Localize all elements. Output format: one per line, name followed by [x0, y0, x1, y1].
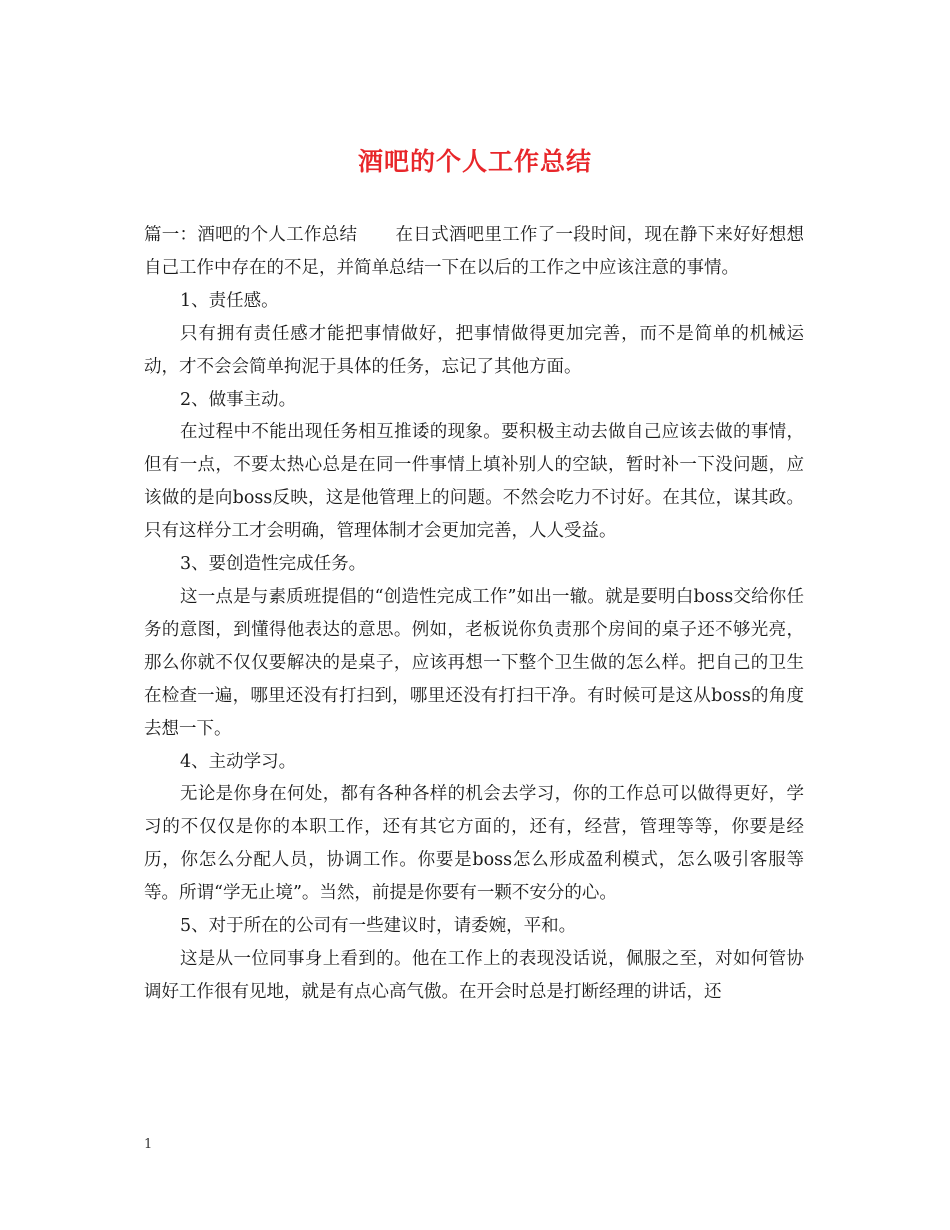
intro-text: 在日式酒吧里工作了一段时间，现在静下来好好想想自己工作中存在的不足，并简单总结一下在以后的工作之中应该注意的事情。	[144, 225, 805, 278]
section-heading-1: 1、责任感。	[180, 290, 279, 311]
document-body	[144, 219, 804, 1009]
intro-paragraph	[144, 219, 804, 285]
section-paragraph-5: 这是从一位同事身上看到的。他在工作上的表现没话说，佩服之至，对如何管协调好工作很有见地，就是有点心高气傲。在开会时总是打断经理的讲话，还	[144, 948, 804, 1002]
section-heading-2: 2、做事主动。	[180, 389, 297, 410]
section-paragraph-2: 在过程中不能出现任务相互推诿的现象。要积极主动去做自己应该去做的事情，但有一点，不要太热心总是在同一件事情上填补别人的空缺，暂时补一下没问题，应该做的是向boss反映，这是他管理上的问题。不然会吃力不讨好。在其位，谋其政。只有这样分工才会明确，管理体制才会更加完善，人人受益。	[144, 422, 804, 542]
page-number: 1	[144, 1137, 153, 1152]
document-title: 酒吧的个人工作总结	[357, 147, 592, 176]
section-heading-4: 4、主动学习。	[180, 751, 297, 772]
section-paragraph-4: 无论是你身在何处，都有各种各样的机会去学习，你的工作总可以做得更好，学习的不仅仅是你的本职工作，还有其它方面的，还有，经营，管理等等，你要是经历，你怎么分配人员，协调工作。你要是boss怎么形成盈利模式，怎么吸引客服等等。所谓“学无止境”。当然，前提是你要有一颗不安分的心。	[144, 784, 804, 904]
section-paragraph-3: 这一点是与素质班提倡的“创造性完成工作”如出一辙。就是要明白boss交给你任务的意图，到懂得他表达的意思。例如，老板说你负责那个房间的桌子还不够光亮，那么你就不仅仅要解决的是桌子，应该再想一下整个卫生做的怎么样。把自己的卫生在检查一遍，哪里还没有打扫到，哪里还没有打扫干净。有时候可是这从boss的角度去想一下。	[144, 586, 804, 739]
section-heading-5: 5、对于所在的公司有一些建议时，请委婉，平和。	[180, 916, 577, 937]
intro-heading: 篇一：酒吧的个人工作总结	[144, 225, 358, 245]
section-paragraph-1: 只有拥有责任感才能把事情做好，把事情做得更加完善，而不是简单的机械运动，才不会会简单拘泥于具体的任务，忘记了其他方面。	[144, 323, 804, 377]
section-heading-3: 3、要创造性完成任务。	[180, 554, 367, 575]
